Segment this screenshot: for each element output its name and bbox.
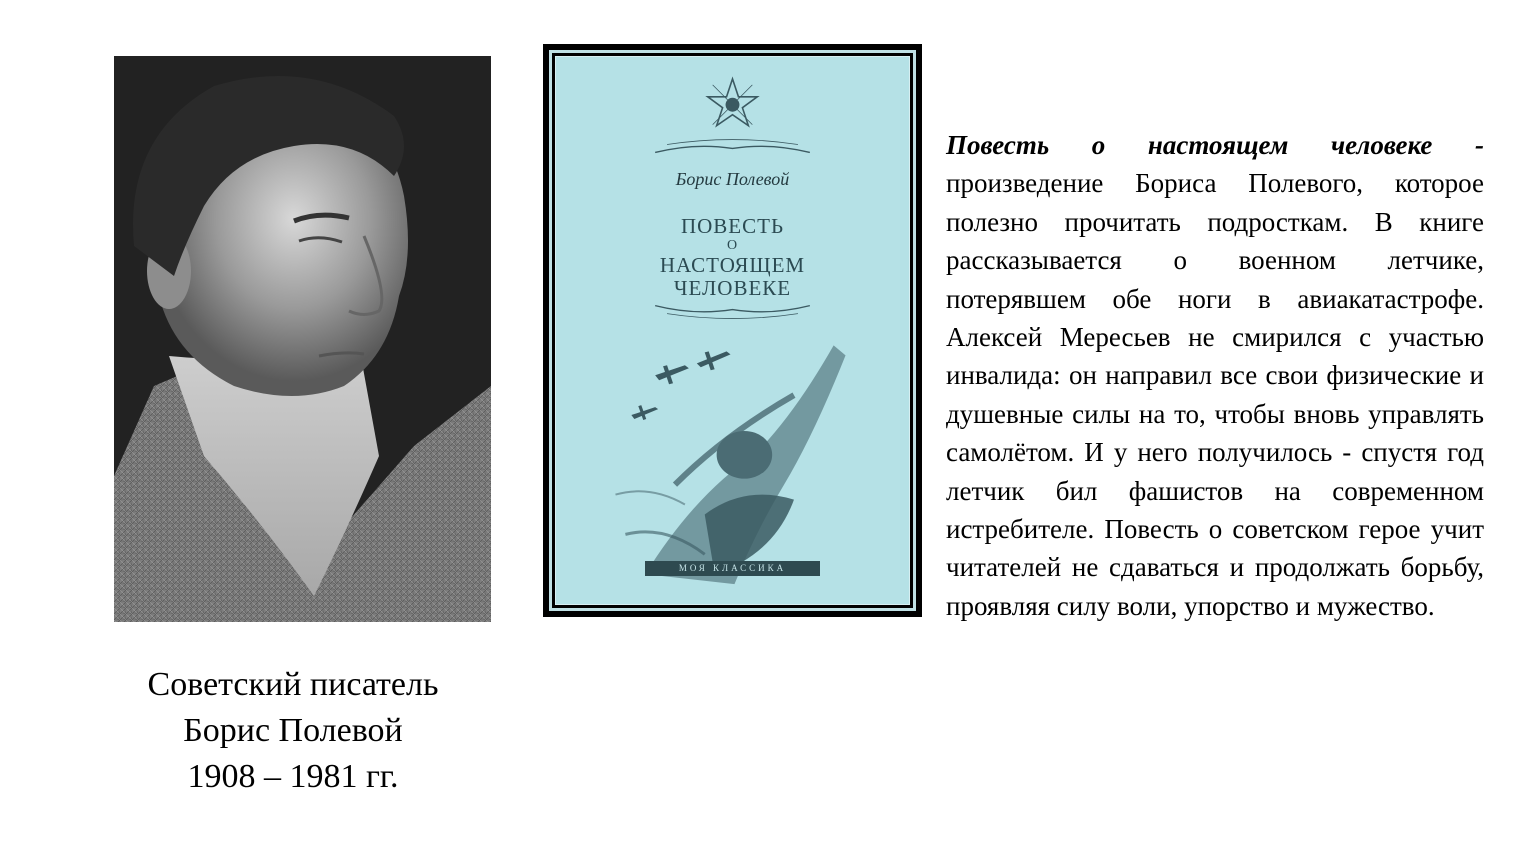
order-star-icon (708, 79, 758, 126)
caption-name: Борис Полевой (183, 712, 403, 749)
book-frame (549, 50, 916, 611)
cover-series-banner: МОЯ КЛАССИКА (645, 561, 820, 576)
description-body: произведение Бориса Полевого, которое полезно прочитать подросткам. В книге рассказывается о военном летчике, потерявшем обе ноги в авиакатастрофе. Алексей Мересьев не смирился с участью инвалида: он направил все свои физические и душевные силы на то, чтобы вновь управлять самолётом. И у него получилось - спустя год летчик бил фашистов на современном истребителе. Повесть о советском герое учит читателей не сдаваться и продолжать борьбу, проявляя силу воли, упорство и мужество. (946, 168, 1484, 621)
caption-years: 1908 – 1981 гг. (187, 758, 399, 795)
portrait-image (114, 56, 491, 622)
description-lead: Повесть о настоящем человеке - (946, 130, 1484, 160)
cover-author: Борис Полевой (675, 169, 790, 189)
cover-title (556, 215, 909, 300)
author-portrait-photo (114, 56, 491, 622)
caption-occupation: Советский писатель (147, 666, 439, 703)
book-cover-image (543, 44, 922, 617)
cover-title-line: НАСТОЯЩЕМ (659, 253, 806, 277)
book-description (946, 126, 1484, 625)
cover-illustration (556, 57, 909, 604)
cover-title-line: ЧЕЛОВЕКЕ (673, 276, 792, 300)
book-cover (555, 56, 910, 605)
cover-title-line: О (726, 238, 739, 253)
cover-title-line: ПОВЕСТЬ (680, 214, 785, 238)
portrait-caption (100, 662, 486, 800)
